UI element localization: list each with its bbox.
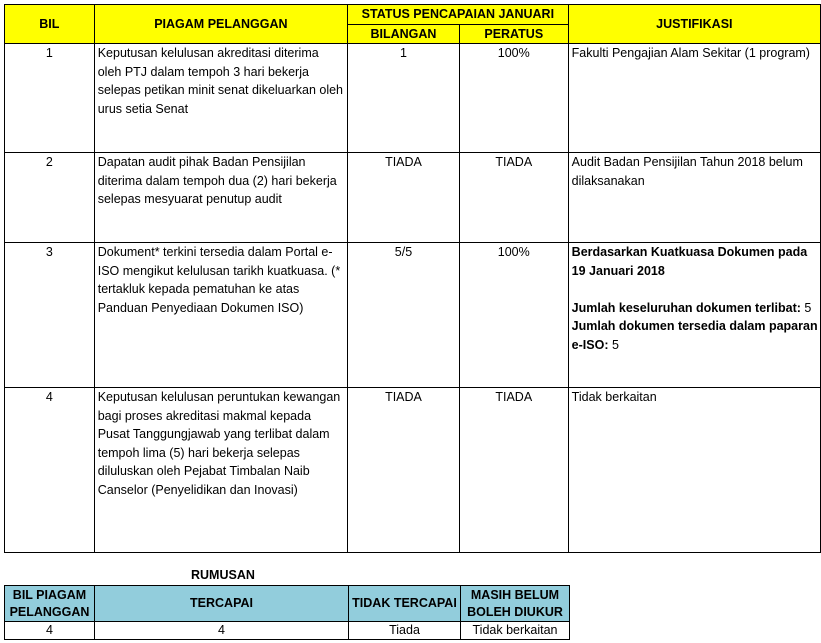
row-peratus: 100% bbox=[459, 44, 568, 153]
total-documents-value: 5 bbox=[804, 300, 812, 315]
row-bilangan: TIADA bbox=[348, 388, 460, 553]
available-documents-label: Jumlah dokumen tersedia dalam paparan e-ISO: bbox=[571, 319, 818, 352]
available-documents-value: 5 bbox=[611, 337, 619, 352]
summary-masih-value: Tidak berkaitan bbox=[461, 622, 570, 640]
summary-tidak-value: Tiada bbox=[349, 622, 461, 640]
row-piagam: Dapatan audit pihak Badan Pensijilan diterima dalam tempoh dua (2) hari bekerja selepas mesyuarat penutup audit bbox=[94, 153, 347, 243]
row-bil: 1 bbox=[5, 44, 95, 153]
summary-header-bil-piagam: BIL PIAGAM PELANGGAN bbox=[5, 586, 95, 622]
summary-bil-value: 4 bbox=[5, 622, 95, 640]
header-piagam-pelanggan: PIAGAM PELANGGAN bbox=[94, 5, 347, 44]
row-bilangan: TIADA bbox=[348, 153, 460, 243]
header-bil: BIL bbox=[5, 5, 95, 44]
row-peratus: TIADA bbox=[459, 153, 568, 243]
header-peratus: PERATUS bbox=[459, 24, 568, 44]
header-bilangan: BILANGAN bbox=[348, 24, 460, 44]
table-row bbox=[5, 388, 821, 553]
row-justifikasi: Fakulti Pengajian Alam Sekitar (1 program) bbox=[568, 44, 820, 153]
row-bil: 2 bbox=[5, 153, 95, 243]
row-justifikasi bbox=[568, 243, 820, 388]
row-peratus: 100% bbox=[459, 243, 568, 388]
table-row bbox=[5, 153, 821, 243]
row-justifikasi: Audit Badan Pensijilan Tahun 2018 belum dilaksanakan bbox=[568, 153, 820, 243]
row-piagam: Dokument* terkini tersedia dalam Portal e-ISO mengikut kelulusan tarikh kuatkuasa. (* tertakluk kepada pematuhan ke atas Panduan Penyediaan Dokumen ISO) bbox=[94, 243, 347, 388]
table-row bbox=[5, 243, 821, 388]
row-piagam: Keputusan kelulusan peruntukan kewangan bagi proses akreditasi makmal kepada Pusat Tanggungjawab yang terlibat dalam tempoh lima (5) hari bekerja selepas diluluskan oleh Pejabat Timbalan Naib Canselor (Penyelidikan dan Inovasi) bbox=[94, 388, 347, 553]
summary-table bbox=[4, 585, 570, 640]
summary-tercapai-value: 4 bbox=[95, 622, 349, 640]
row-bil: 4 bbox=[5, 388, 95, 553]
row-piagam: Keputusan kelulusan akreditasi diterima oleh PTJ dalam tempoh 3 hari bekerja selepas petikan minit senat dikeluarkan oleh urus setia Senat bbox=[94, 44, 347, 153]
table-row bbox=[5, 44, 821, 153]
row-justifikasi: Tidak berkaitan bbox=[568, 388, 820, 553]
row-bilangan: 1 bbox=[348, 44, 460, 153]
header-justifikasi: JUSTIFIKASI bbox=[568, 5, 820, 44]
summary-header-tercapai: TERCAPAI bbox=[95, 586, 349, 622]
summary-header-tidak-tercapai: TIDAK TERCAPAI bbox=[349, 586, 461, 622]
justification-heading: Berdasarkan Kuatkuasa Dokumen pada 19 Januari 2018 bbox=[571, 245, 808, 278]
customer-charter-table bbox=[4, 4, 821, 553]
row-peratus: TIADA bbox=[459, 388, 568, 553]
summary-header-masih-belum: MASIH BELUM BOLEH DIUKUR bbox=[461, 586, 570, 622]
header-status-pencapaian: STATUS PENCAPAIAN JANUARI bbox=[348, 5, 569, 25]
summary-title: RUMUSAN bbox=[191, 568, 255, 582]
row-bilangan: 5/5 bbox=[348, 243, 460, 388]
total-documents-label: Jumlah keseluruhan dokumen terlibat: bbox=[571, 300, 801, 315]
row-bil: 3 bbox=[5, 243, 95, 388]
summary-row bbox=[5, 622, 570, 640]
